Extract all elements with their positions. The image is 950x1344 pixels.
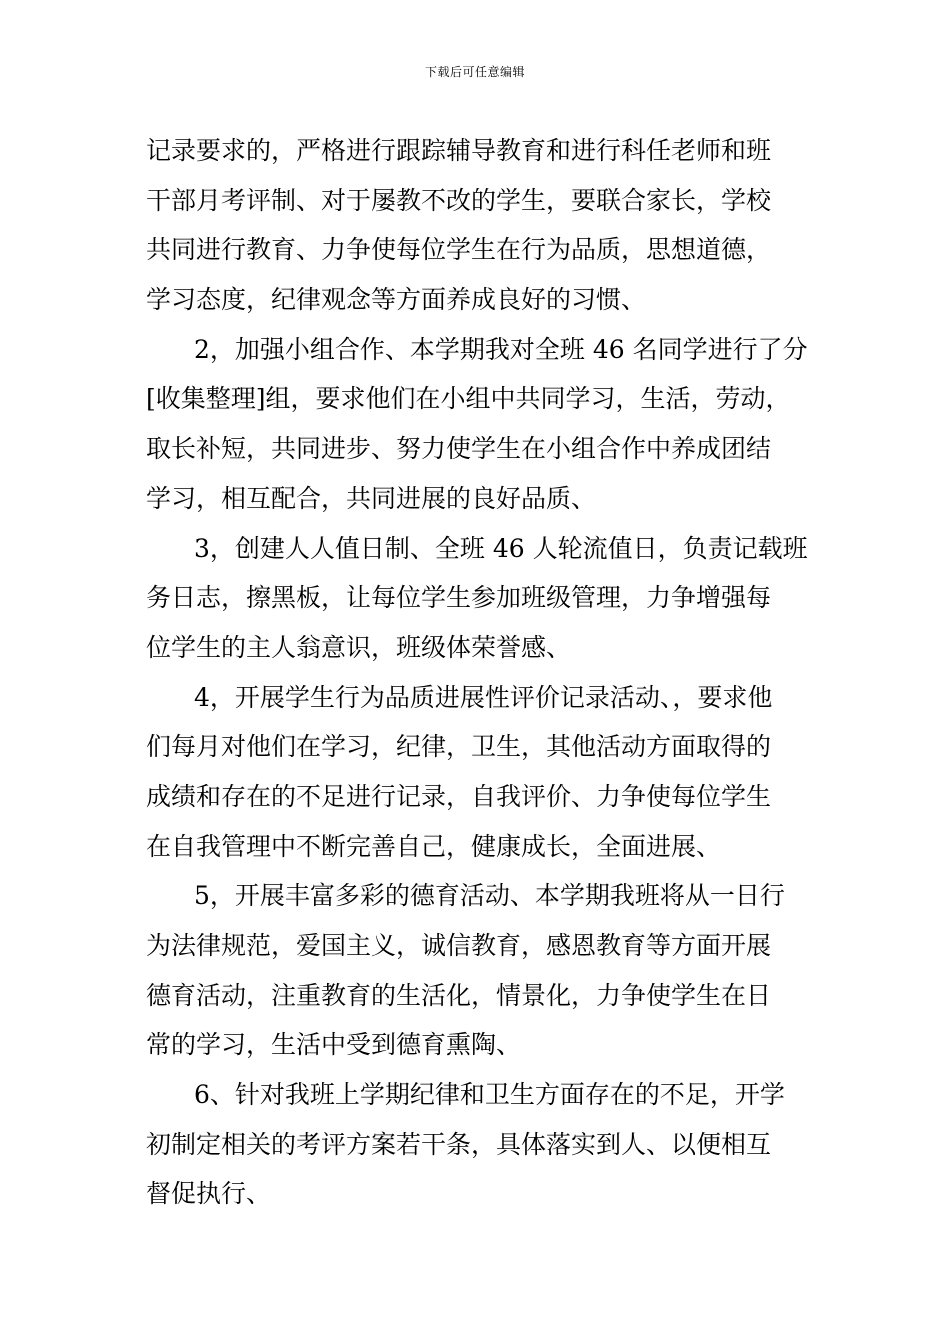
text-line: [收集整理]组，要求他们在小组中共同学习，生活，劳动， — [146, 384, 791, 414]
text-line: 共同进行教育、力争使每位学生在行为品质，思想道德， — [146, 235, 772, 265]
page-header: 下载后可任意编辑 — [424, 65, 525, 79]
text-line: 为法律规范，爱国主义，诚信教育，感恩教育等方面开展 — [146, 931, 772, 960]
document-body — [146, 126, 811, 1219]
text-line: 常的学习，生活中受到德育熏陶、 — [146, 1030, 522, 1060]
paragraph-item-4 — [146, 673, 811, 872]
text-line: 在自我管理中不断完善自己，健康成长，全面进展、 — [146, 831, 722, 861]
paragraph-item-5 — [146, 871, 811, 1070]
paragraph-item-6 — [146, 1070, 811, 1219]
text-line: 取长补短，共同进步、努力使学生在小组合作中养成团结 — [146, 434, 772, 464]
text-line: 德育活动，注重教育的生活化，情景化，力争使学生在日 — [146, 980, 772, 1010]
paragraph-item-3 — [146, 524, 811, 673]
paragraph-continued — [146, 126, 811, 325]
text-line: 4，开展学生行为品质进展性评价记录活动、，要求他 — [194, 682, 773, 712]
text-line: 5，开展丰富多彩的德育活动、本学期我班将从一日行 — [194, 881, 785, 911]
text-line: 位学生的主人翁意识，班级体荣誉感、 — [146, 632, 572, 662]
paragraph-item-2 — [146, 325, 811, 524]
text-line: 干部月考评制、对于屡教不改的学生，要联合家长，学校 — [146, 185, 772, 215]
text-line: 成绩和存在的不足进行记录，自我评价、力争使每位学生 — [146, 781, 772, 811]
text-line: 们每月对他们在学习，纪律，卫生，其他活动方面取得的 — [146, 732, 772, 762]
text-line: 督促执行、 — [146, 1179, 272, 1209]
text-line: 记录要求的，严格进行跟踪辅导教育和进行科任老师和班 — [146, 136, 772, 165]
text-line: 3，创建人人值日制、全班 46 人轮流值日，负责记载班 — [194, 533, 808, 563]
text-line: 2，加强小组合作、本学期我对全班 46 名同学进行了分 — [194, 334, 808, 364]
text-line: 学习态度，纪律观念等方面养成良好的习惯、 — [146, 285, 647, 315]
text-line: 6、针对我班上学期纪律和卫生方面存在的不足，开学 — [194, 1080, 785, 1110]
text-line: 初制定相关的考评方案若干条，具体落实到人、以便相互 — [146, 1129, 772, 1159]
text-line: 学习，相互配合，共同进展的良好品质、 — [146, 483, 597, 513]
text-line: 务日志，擦黑板，让每位学生参加班级管理，力争增强每 — [146, 583, 772, 613]
